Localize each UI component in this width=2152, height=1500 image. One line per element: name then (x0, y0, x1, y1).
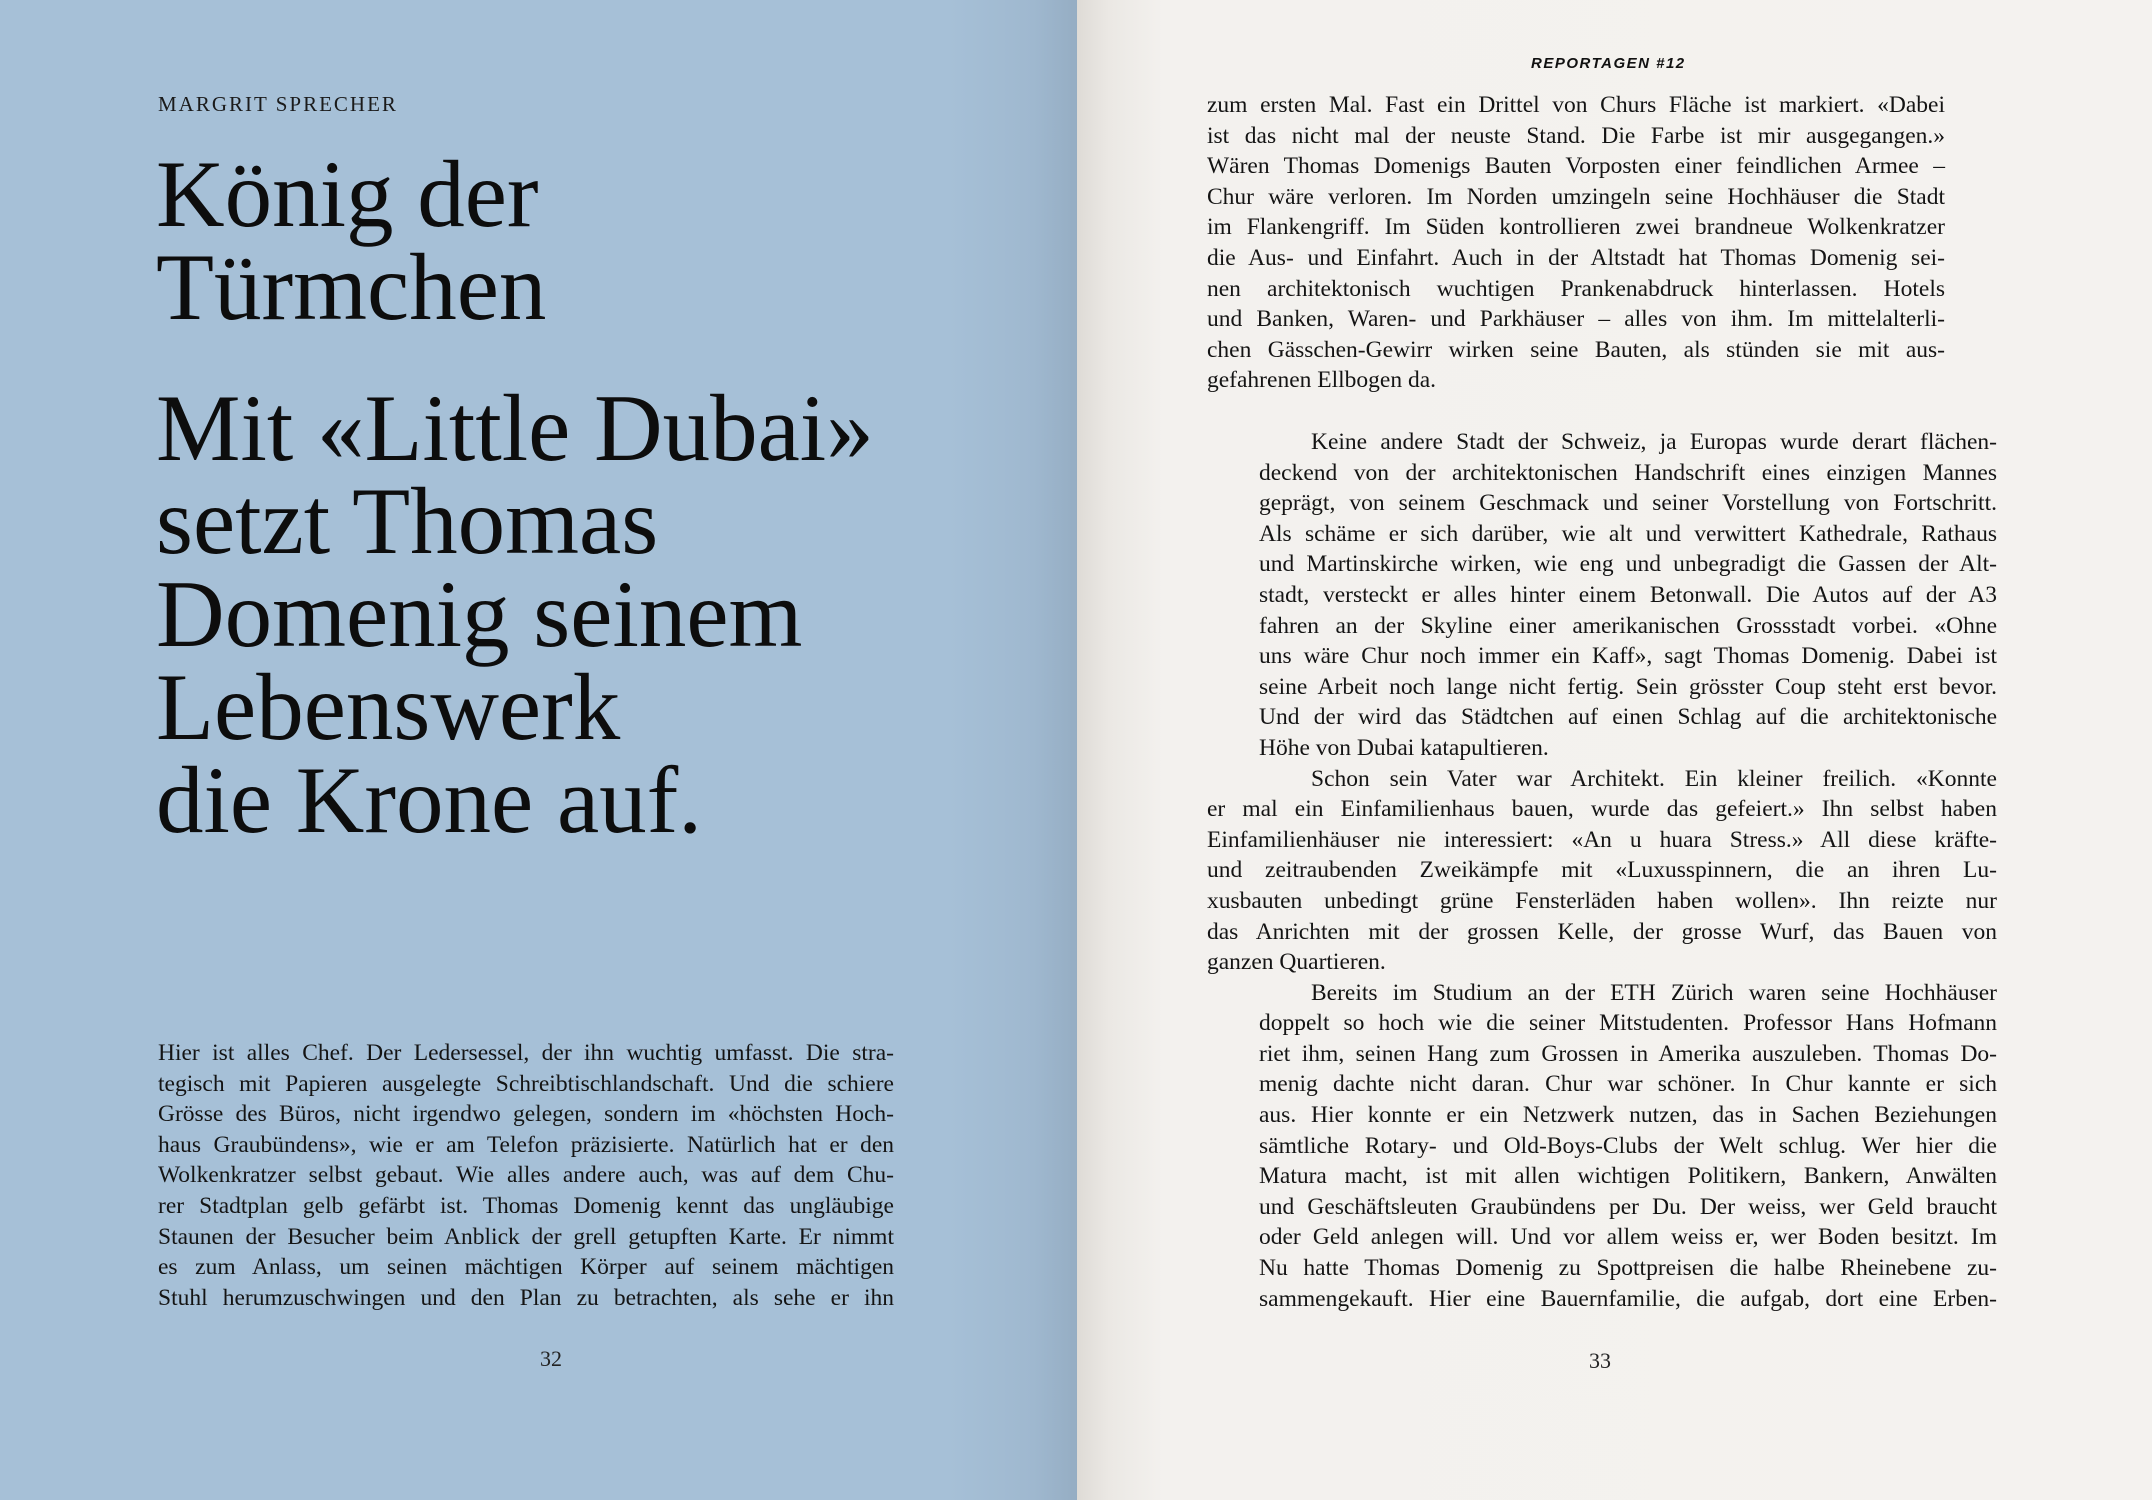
title-block (156, 141, 1036, 853)
text-line: und Geschäftsleuten Graubündens per Du. Der weiss, wer Geld braucht (1259, 1193, 1997, 1220)
text-line: xusbauten unbedingt grüne Fensterläden haben wollen». Ihn reizte nur (1207, 887, 1997, 914)
text-line: chen Gässchen-Gewirr wirken seine Bauten, als stünden sie mit aus- (1207, 336, 1945, 363)
running-header: REPORTAGEN #12 (1531, 55, 1686, 72)
left-body-text (158, 1038, 894, 1313)
article-title: König der Türmchen (156, 141, 547, 340)
text-line: Hier ist alles Chef. Der Ledersessel, der ihn wuchtig umfasst. Die stra- (158, 1040, 894, 1066)
text-line: geprägt, von seinem Geschmack und seiner Vorstellung von Fortschritt. (1259, 490, 1997, 517)
text-line: Höhe von Dubai katapultieren. (1259, 734, 1549, 761)
text-line: die Aus- und Einfahrt. Auch in der Altstadt hat Thomas Domenig sei- (1207, 244, 1945, 271)
text-line: ganzen Quartieren. (1207, 949, 1386, 976)
right-paragraphs-2-4 (1207, 427, 1997, 1314)
text-line: Bereits im Studium an der ETH Zürich waren seine Hochhäuser (1311, 979, 1997, 1006)
author-name: MARGRIT SPRECHER (158, 92, 398, 116)
text-line: rer Stadtplan gelb gefärbt ist. Thomas Domenig kennt das ungläubige (158, 1192, 894, 1219)
text-line: Grösse des Büros, nicht irgendwo gelegen, sondern im «höchsten Hoch- (158, 1101, 894, 1128)
text-line: tegisch mit Papieren ausgelegte Schreibtischlandschaft. Und die schiere (158, 1070, 894, 1097)
text-line: Und der wird das Städtchen auf einen Schlag auf die architektonische (1259, 704, 1997, 731)
text-line: Als schäme er sich darüber, wie alt und verwittert Kathedrale, Rathaus (1259, 520, 1997, 547)
text-line: Einfamilienhäuser nie interessiert: «An u huara Stress.» All diese kräfte- (1207, 826, 1997, 853)
text-line: sämtliche Rotary- und Old-Boys-Clubs der Welt schlug. Wer hier die (1259, 1132, 1997, 1159)
text-line: uns wäre Chur noch immer ein Kaff», sagt Thomas Domenig. Dabei ist (1259, 643, 1997, 670)
text-line: deckend von der architektonischen Handschrift eines einzigen Mannes (1259, 459, 1997, 486)
text-line: Matura macht, ist mit allen wichtigen Politikern, Bankern, Anwälten (1259, 1163, 1997, 1190)
text-line: und zeitraubenden Zweikämpfe mit «Luxusspinnern, die an ihren Lu- (1207, 857, 1997, 884)
text-line: ist das nicht mal der neuste Stand. Die Farbe ist mir ausgegangen.» (1207, 122, 1945, 149)
text-line: stadt, versteckt er alles hinter einem Betonwall. Die Autos auf der A3 (1259, 581, 1997, 608)
text-line: menig dachte nicht daran. Chur war schöner. In Chur kannte er sich (1259, 1071, 1997, 1098)
text-line: Schon sein Vater war Architekt. Ein kleiner freilich. «Konnte (1311, 765, 1997, 792)
text-line: zum ersten Mal. Fast ein Drittel von Churs Fläche ist markiert. «Dabei (1207, 92, 1945, 118)
page-number-left: 32 (540, 1346, 562, 1371)
text-line: Wären Thomas Domenigs Bauten Vorposten einer feindlichen Armee – (1207, 153, 1945, 180)
text-line: das Anrichten mit der grossen Kelle, der grosse Wurf, das Bauen von (1207, 918, 1997, 945)
text-line: gefahrenen Ellbogen da. (1207, 367, 1437, 394)
text-line: oder Geld anlegen will. Und vor allem weiss er, wer Boden besitzt. Im (1259, 1224, 1997, 1251)
page-number-right: 33 (1589, 1348, 1611, 1373)
text-line: im Flankengriff. Im Süden kontrollieren zwei brandneue Wolkenkratzer (1207, 214, 1945, 241)
text-line: Keine andere Stadt der Schweiz, ja Europas wurde derart flächen- (1311, 429, 1997, 455)
text-line: aus. Hier konnte er ein Netzwerk nutzen, das in Sachen Beziehungen (1259, 1102, 1997, 1129)
text-line: und Martinskirche wirken, wie eng und unbegradigt die Gassen der Alt- (1259, 551, 1997, 578)
right-paragraph-1 (1207, 90, 1945, 396)
text-line: Chur wäre verloren. Im Norden umzingeln seine Hochhäuser die Stadt (1207, 183, 1945, 210)
text-line: Wolkenkratzer selbst gebaut. Wie alles andere auch, was auf dem Chu- (158, 1162, 894, 1189)
text-line: Stuhl herumzuschwingen und den Plan zu betrachten, als sehe er ihn (158, 1284, 894, 1311)
text-line: nen architektonisch wuchtigen Prankenabdruck hinterlassen. Hotels (1207, 275, 1945, 302)
text-line: es zum Anlass, um seinen mächtigen Körper auf seinem mächtigen (158, 1254, 894, 1281)
text-line: er mal ein Einfamilienhaus bauen, wurde das gefeiert.» Ihn selbst haben (1207, 796, 1997, 823)
text-line: riet ihm, seinen Hang zum Grossen in Amerika auszuleben. Thomas Do- (1259, 1040, 1997, 1067)
text-line: und Banken, Waren- und Parkhäuser – alles von ihm. Im mittelalterli- (1207, 306, 1945, 333)
text-line: sammengekauft. Hier eine Bauernfamilie, die aufgab, dort eine Erben- (1259, 1285, 1997, 1312)
text-line: fahren an der Skyline einer amerikanischen Grossstadt vorbei. «Ohne (1259, 612, 1997, 639)
text-line: haus Graubündens», wie er am Telefon präzisierte. Natürlich hat er den (158, 1131, 894, 1158)
text-line: seine Arbeit noch lange nicht fertig. Sein grösster Coup steht erst bevor. (1259, 673, 1997, 700)
text-line: Nu hatte Thomas Domenig zu Spottpreisen die halbe Rheinebene zu- (1259, 1255, 1997, 1282)
text-line: Staunen der Besucher beim Anblick der grell getupften Karte. Er nimmt (158, 1223, 894, 1250)
text-line: doppelt so hoch wie die seiner Mitstudenten. Professor Hans Hofmann (1259, 1010, 1997, 1037)
article-subtitle: Mit «Little Dubai» setzt Thomas Domenig seinem Lebenswerk die Krone auf. (156, 375, 874, 853)
